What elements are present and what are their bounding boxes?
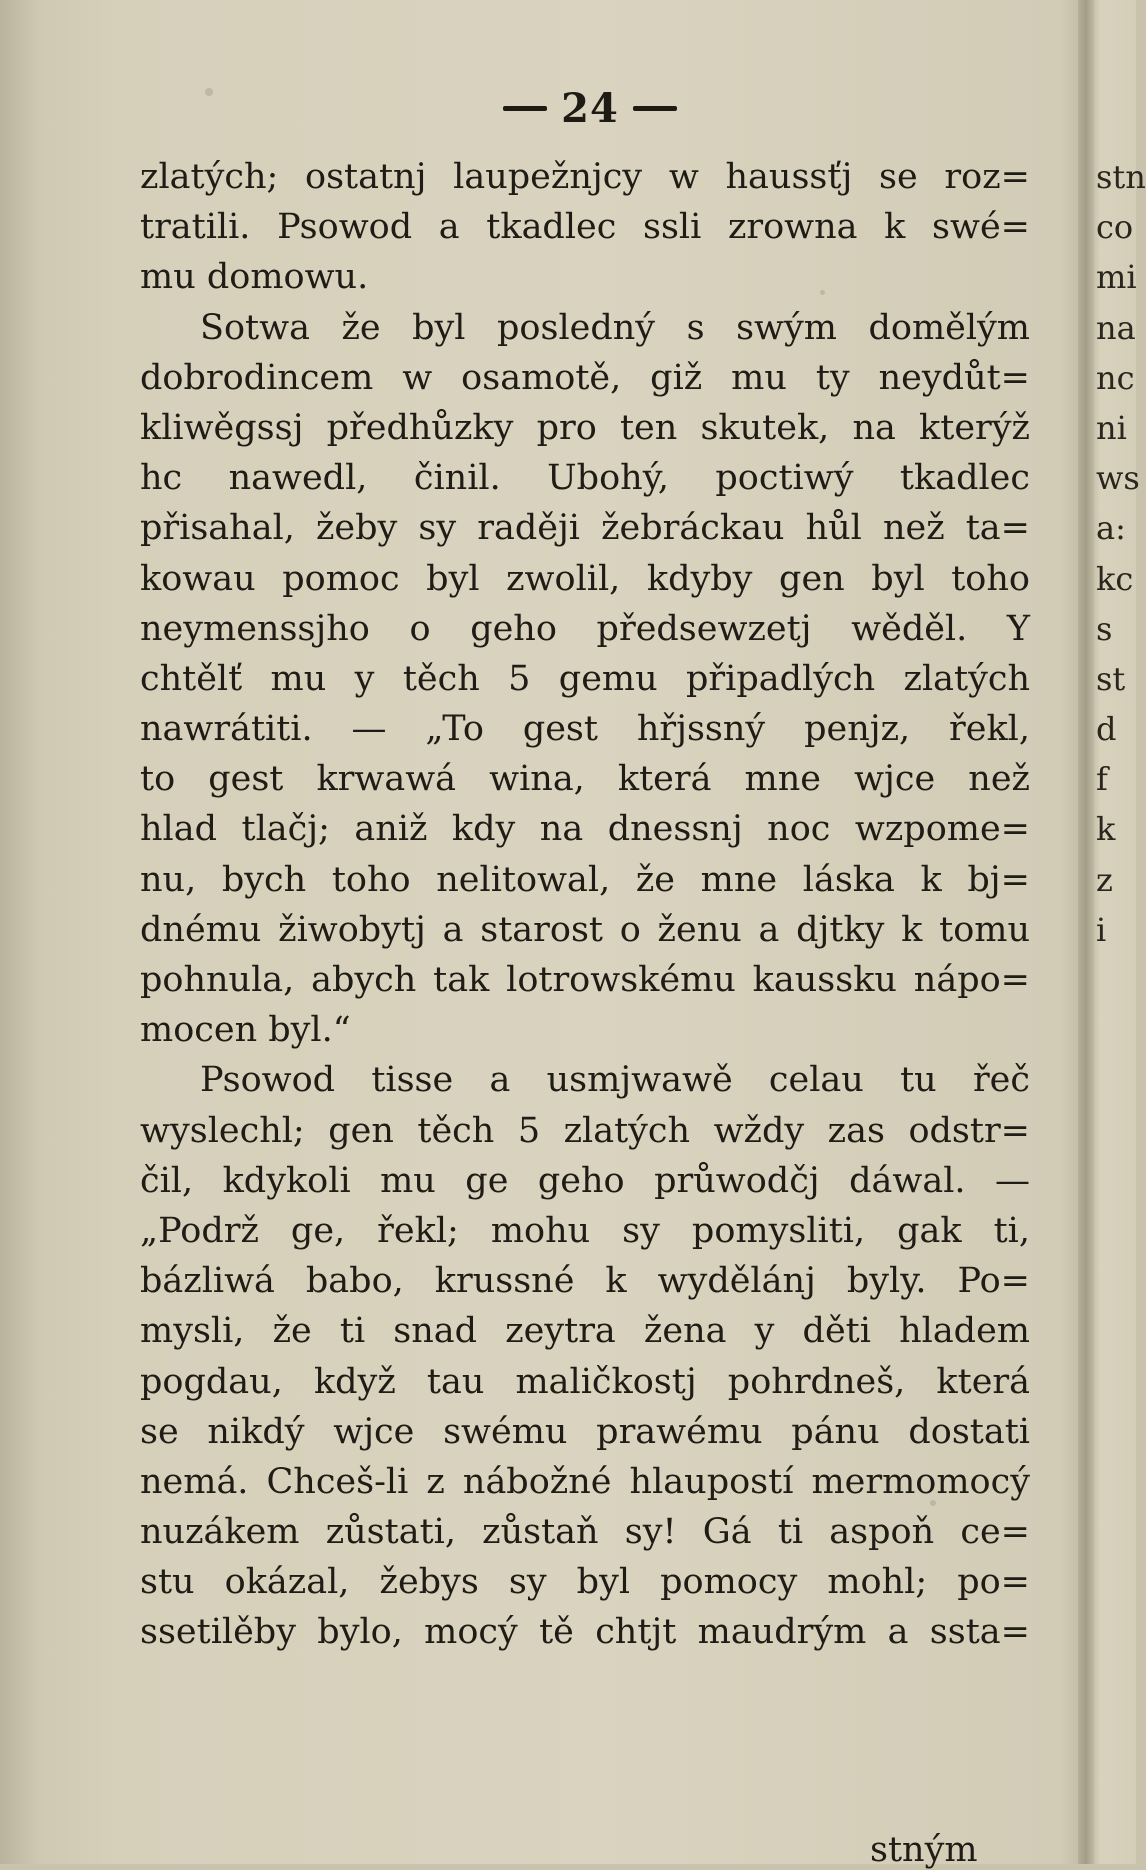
text-line: nu, bych toho nelitowal, že mne láska k bj=	[140, 859, 1030, 900]
body-text	[140, 152, 1030, 1658]
margin-fragment: co	[1096, 208, 1134, 247]
text-line: Sotwa že byl posledný s swým domělým	[200, 307, 1030, 348]
margin-fragment: f	[1096, 760, 1108, 799]
text-line: to gest krwawá wina, která mne wjce než	[140, 759, 1030, 800]
text-line: zlatých; ostatnj laupežnjcy w haussťj se roz=	[140, 157, 1030, 197]
book-gutter	[1078, 0, 1094, 1864]
margin-fragment: i	[1096, 910, 1107, 949]
text-line: nuzákem zůstati, zůstaň sy! Gá ti aspoň ce=	[140, 1512, 1030, 1553]
margin-fragment: a:	[1096, 509, 1126, 548]
catchword: stným	[870, 1830, 978, 1870]
margin-fragment: s	[1096, 609, 1113, 648]
text-line: dobrodincem w osamotě, giž mu ty neydůt=	[140, 357, 1030, 398]
margin-fragment: st	[1096, 659, 1126, 698]
text-line: chtělť mu y těch 5 gemu připadlých zlatých	[140, 658, 1030, 699]
page-number: 24	[561, 84, 619, 132]
text-line: pohnula, abych tak lotrowskému kaussku nápo=	[140, 960, 1030, 1000]
margin-fragment: k	[1096, 810, 1116, 849]
header-dash-left	[503, 106, 547, 111]
text-line: přisahal, žeby sy raději žebráckau hůl než ta=	[140, 508, 1030, 549]
paper-speck	[205, 88, 213, 96]
text-line: wyslechl; gen těch 5 zlatých wždy zas odstr=	[140, 1110, 1030, 1151]
text-line: neymenssjho o geho předsewzetj wěděl. Y	[140, 608, 1030, 649]
margin-fragment: z	[1096, 860, 1113, 899]
margin-fragment: kc	[1096, 559, 1134, 598]
facing-page-fragments	[1096, 152, 1146, 955]
margin-fragment: ws	[1096, 459, 1140, 498]
text-line: ssetilěby bylo, mocý tě chtjt maudrým a ssta=	[140, 1612, 1030, 1653]
text-line: mocen byl.“	[140, 1010, 351, 1051]
text-line: mu domowu.	[140, 257, 369, 298]
margin-fragment: d	[1096, 710, 1117, 749]
margin-fragment: stn	[1096, 158, 1146, 196]
text-line: nemá. Chceš-li z nábožné hlaupostí mermomocý	[140, 1461, 1030, 1502]
text-line: tratili. Psowod a tkadlec ssli zrowna k swé=	[140, 207, 1030, 248]
text-line: kliwěgssj předhůzky pro ten skutek, na kterýž	[140, 407, 1030, 448]
text-line: Psowod tisse a usmjwawě celau tu řeč	[200, 1060, 1030, 1101]
text-line: hlad tlačj; aniž kdy na dnessnj noc wzpome=	[140, 809, 1030, 850]
text-line: stu okázal, žebys sy byl pomocy mohl; po=	[140, 1562, 1030, 1603]
text-line: „Podrž ge, řekl; mohu sy pomysliti, gak ti,	[140, 1210, 1030, 1251]
text-line: čil, kdykoli mu ge geho průwodčj dáwal. —	[140, 1160, 1030, 1201]
margin-fragment: mi	[1096, 258, 1137, 297]
text-line: bázliwá babo, krussné k wydělánj byly. Po=	[140, 1261, 1030, 1302]
text-line: nawrátiti. — „To gest hřjssný penjz, řekl,	[140, 709, 1030, 750]
text-line: pogdau, když tau maličkostj pohrdneš, která	[140, 1361, 1030, 1402]
text-line: se nikdý wjce swému prawému pánu dostati	[140, 1411, 1030, 1452]
text-line: kowau pomoc byl zwolil, kdyby gen byl toho	[140, 558, 1030, 599]
text-line: dnému žiwobytj a starost o ženu a djtky k tomu	[140, 909, 1030, 950]
page-number-header	[480, 78, 700, 138]
header-dash-right	[633, 106, 677, 111]
margin-fragment: na	[1096, 308, 1136, 347]
text-line: mysli, že ti snad zeytra žena y děti hladem	[140, 1311, 1030, 1352]
text-line: hc nawedl, činil. Ubohý, poctiwý tkadlec	[140, 458, 1030, 499]
margin-fragment: nc	[1096, 358, 1135, 397]
margin-fragment: ni	[1096, 408, 1127, 447]
